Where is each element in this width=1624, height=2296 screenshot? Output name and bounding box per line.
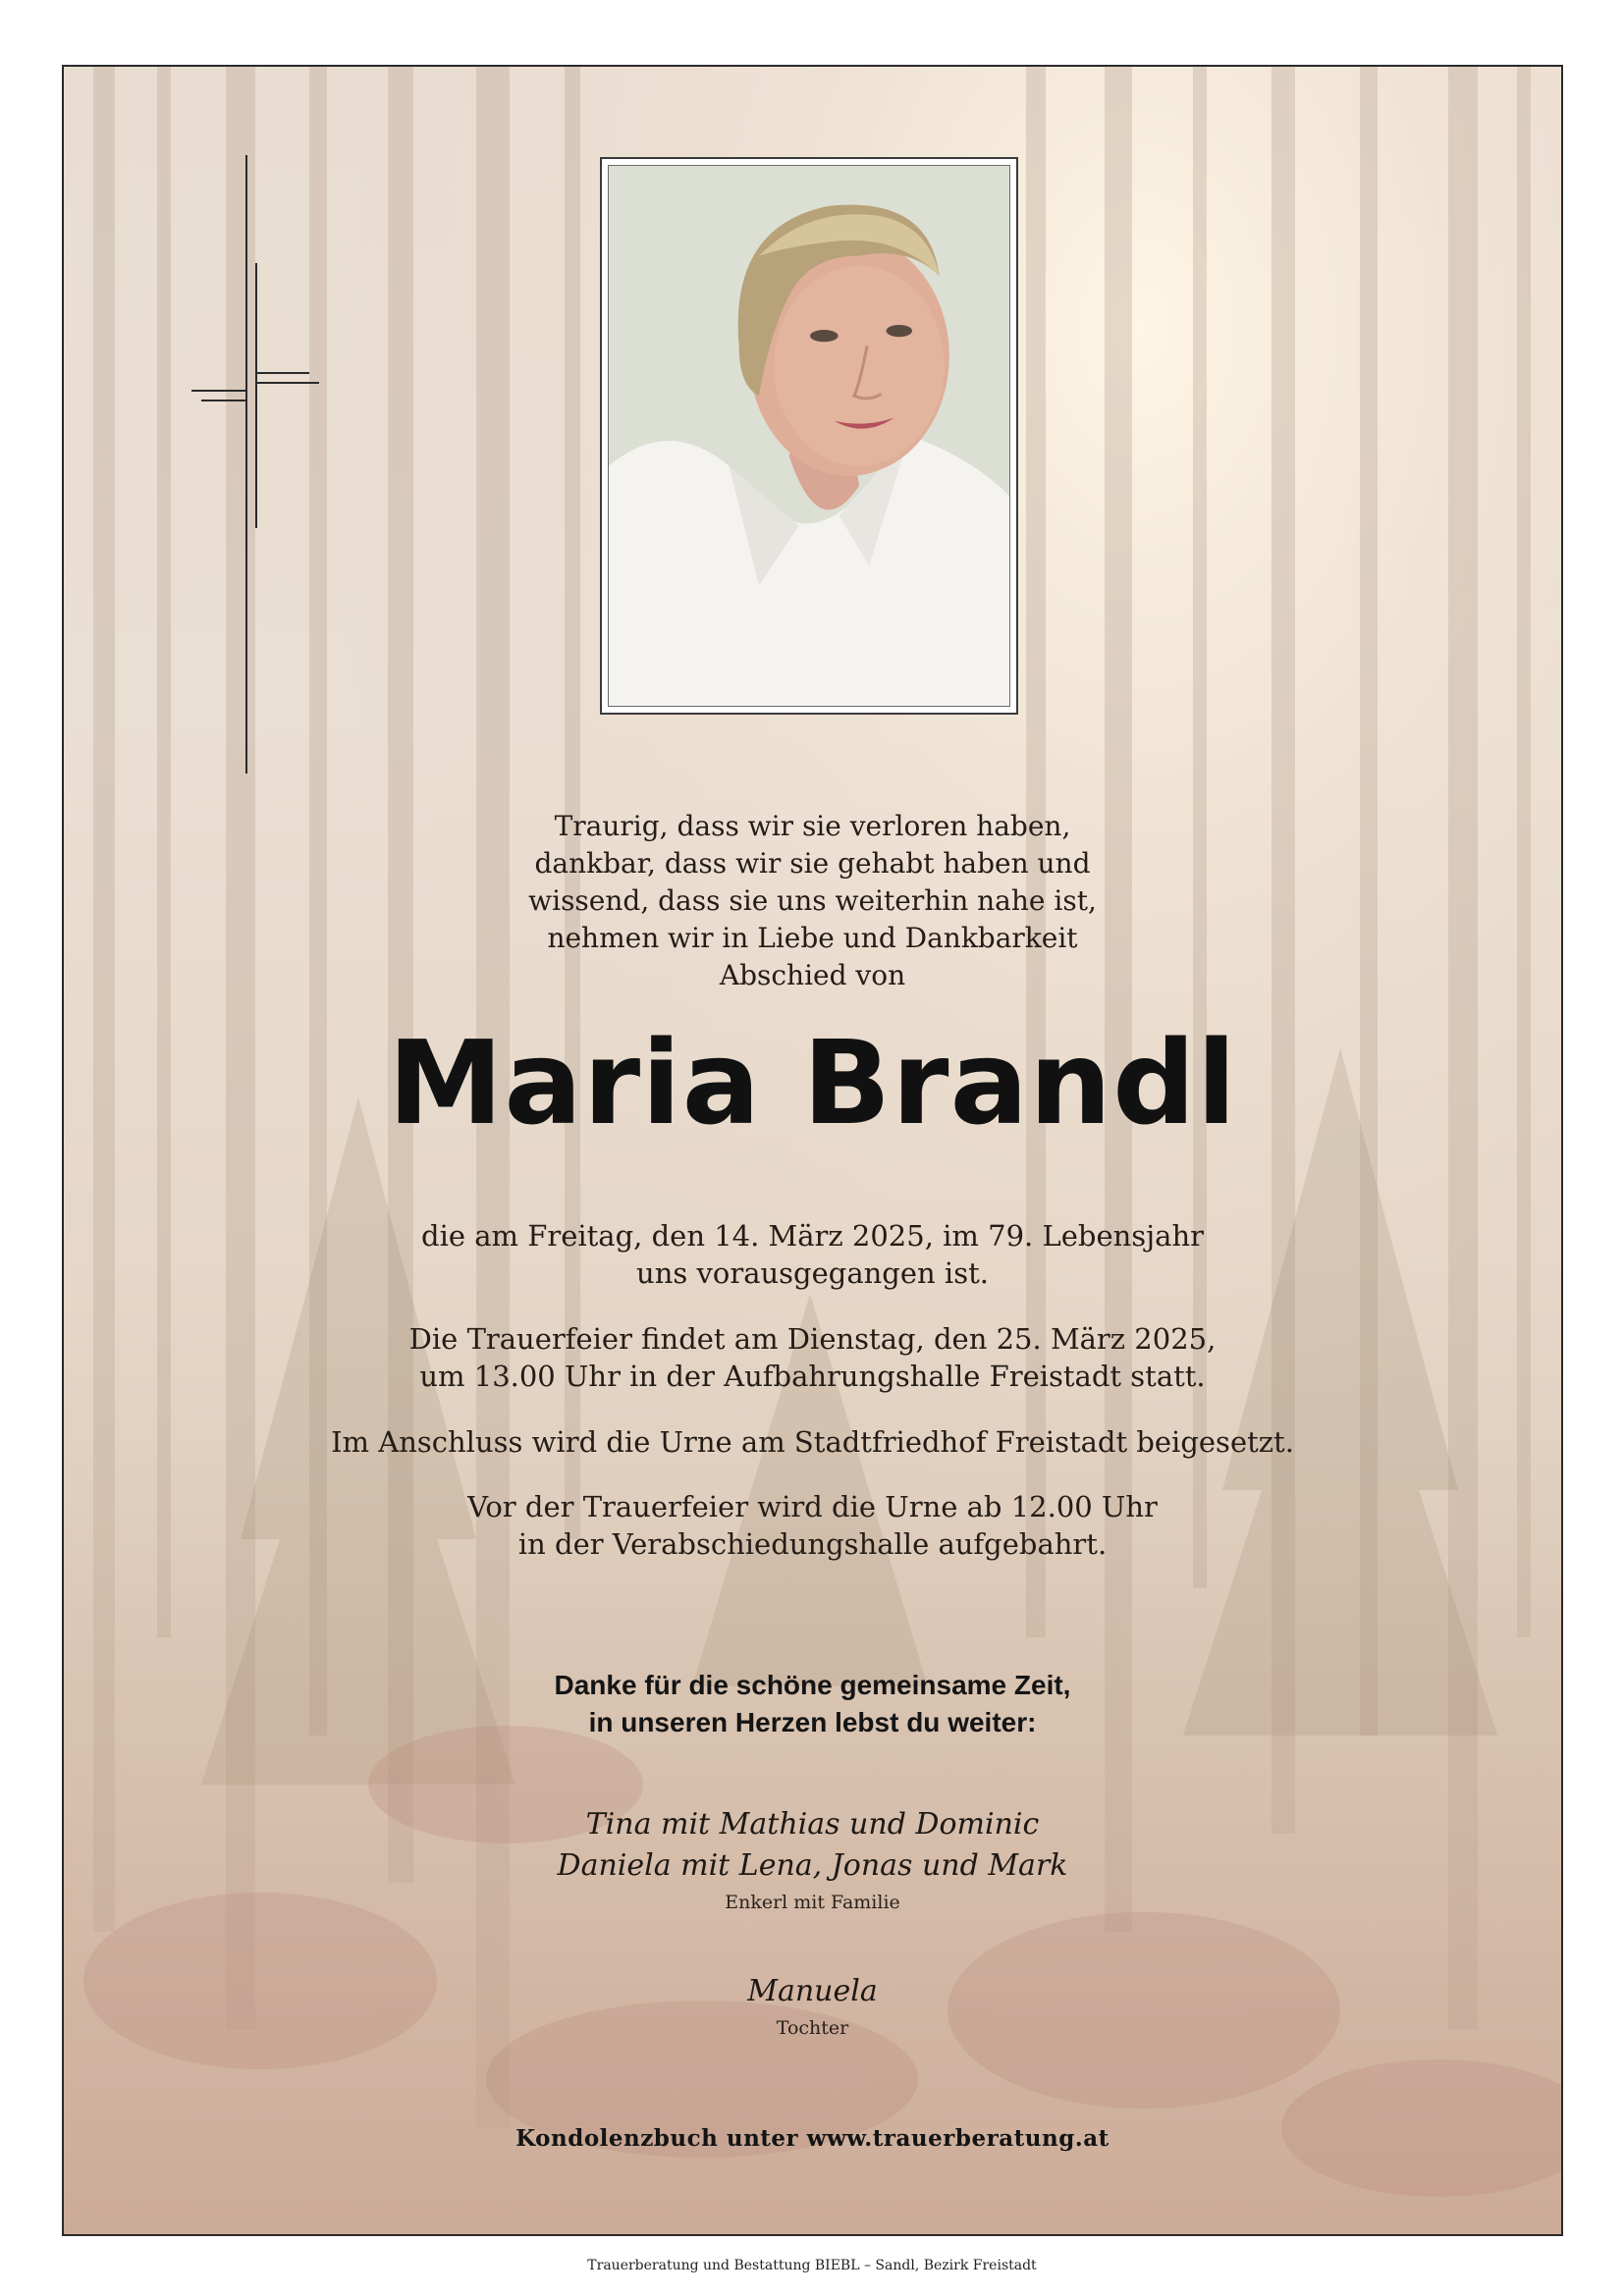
ceremony-info-line: um 13.00 Uhr in der Aufbahrungshalle Freistadt statt. [419, 1360, 1206, 1393]
condolence-book-link[interactable]: Kondolenzbuch unter www.trauerberatung.at [515, 2125, 1110, 2152]
portrait-photo [608, 165, 1010, 707]
ceremony-info [64, 1320, 1561, 1395]
death-info [64, 1217, 1561, 1292]
death-info-line: uns vorausgegangen ist. [636, 1256, 989, 1290]
thanks-text [64, 1667, 1561, 1741]
intro-line: wissend, dass sie uns weiterhin nahe ist, [528, 884, 1097, 917]
mourner-names: Tina mit Mathias und Dominic [585, 1807, 1040, 1842]
funeral-home-footer: Trauerberatung und Bestattung BIEBL – Sandl, Bezirk Freistadt [587, 2258, 1037, 2273]
mourner-names: Daniela mit Lena, Jonas und Mark [557, 1848, 1068, 1883]
mourner-group-grandchildren [64, 1804, 1561, 1887]
intro-line: nehmen wir in Liebe und Dankbarkeit [547, 922, 1078, 954]
thanks-line: in unseren Herzen lebst du weiter: [588, 1707, 1037, 1737]
urn-info-line: in der Verabschiedungshalle aufgebahrt. [517, 1527, 1108, 1561]
death-info-line: die am Freitag, den 14. März 2025, im 79. Lebensjahr [421, 1219, 1204, 1253]
obituary-card [62, 65, 1563, 2236]
intro-text [64, 808, 1561, 994]
intro-line: Abschied von [719, 959, 906, 991]
urn-info-line: Vor der Trauerfeier wird die Urne ab 12.00 Uhr [467, 1490, 1158, 1523]
ceremony-info-line: Die Trauerfeier findet am Dienstag, den 25. März 2025, [408, 1322, 1217, 1356]
intro-line: dankbar, dass wir sie gehabt haben und [534, 847, 1091, 880]
thanks-line: Danke für die schöne gemeinsame Zeit, [554, 1670, 1071, 1700]
cross-icon [191, 155, 319, 774]
mourner-relation: Tochter [776, 2017, 849, 2039]
mourner-group-daughter [64, 1971, 1561, 2012]
intro-line: Traurig, dass wir sie verloren haben, [554, 810, 1071, 842]
deceased-name: Maria Brandl [387, 1015, 1238, 1150]
portrait-frame [600, 157, 1018, 715]
mourner-relation: Enkerl mit Familie [725, 1892, 900, 1913]
burial-info [64, 1423, 1561, 1461]
mourner-names: Manuela [747, 1974, 878, 2008]
urn-info [64, 1488, 1561, 1563]
burial-info-line: Im Anschluss wird die Urne am Stadtfriedhof Freistadt beigesetzt. [331, 1425, 1294, 1459]
